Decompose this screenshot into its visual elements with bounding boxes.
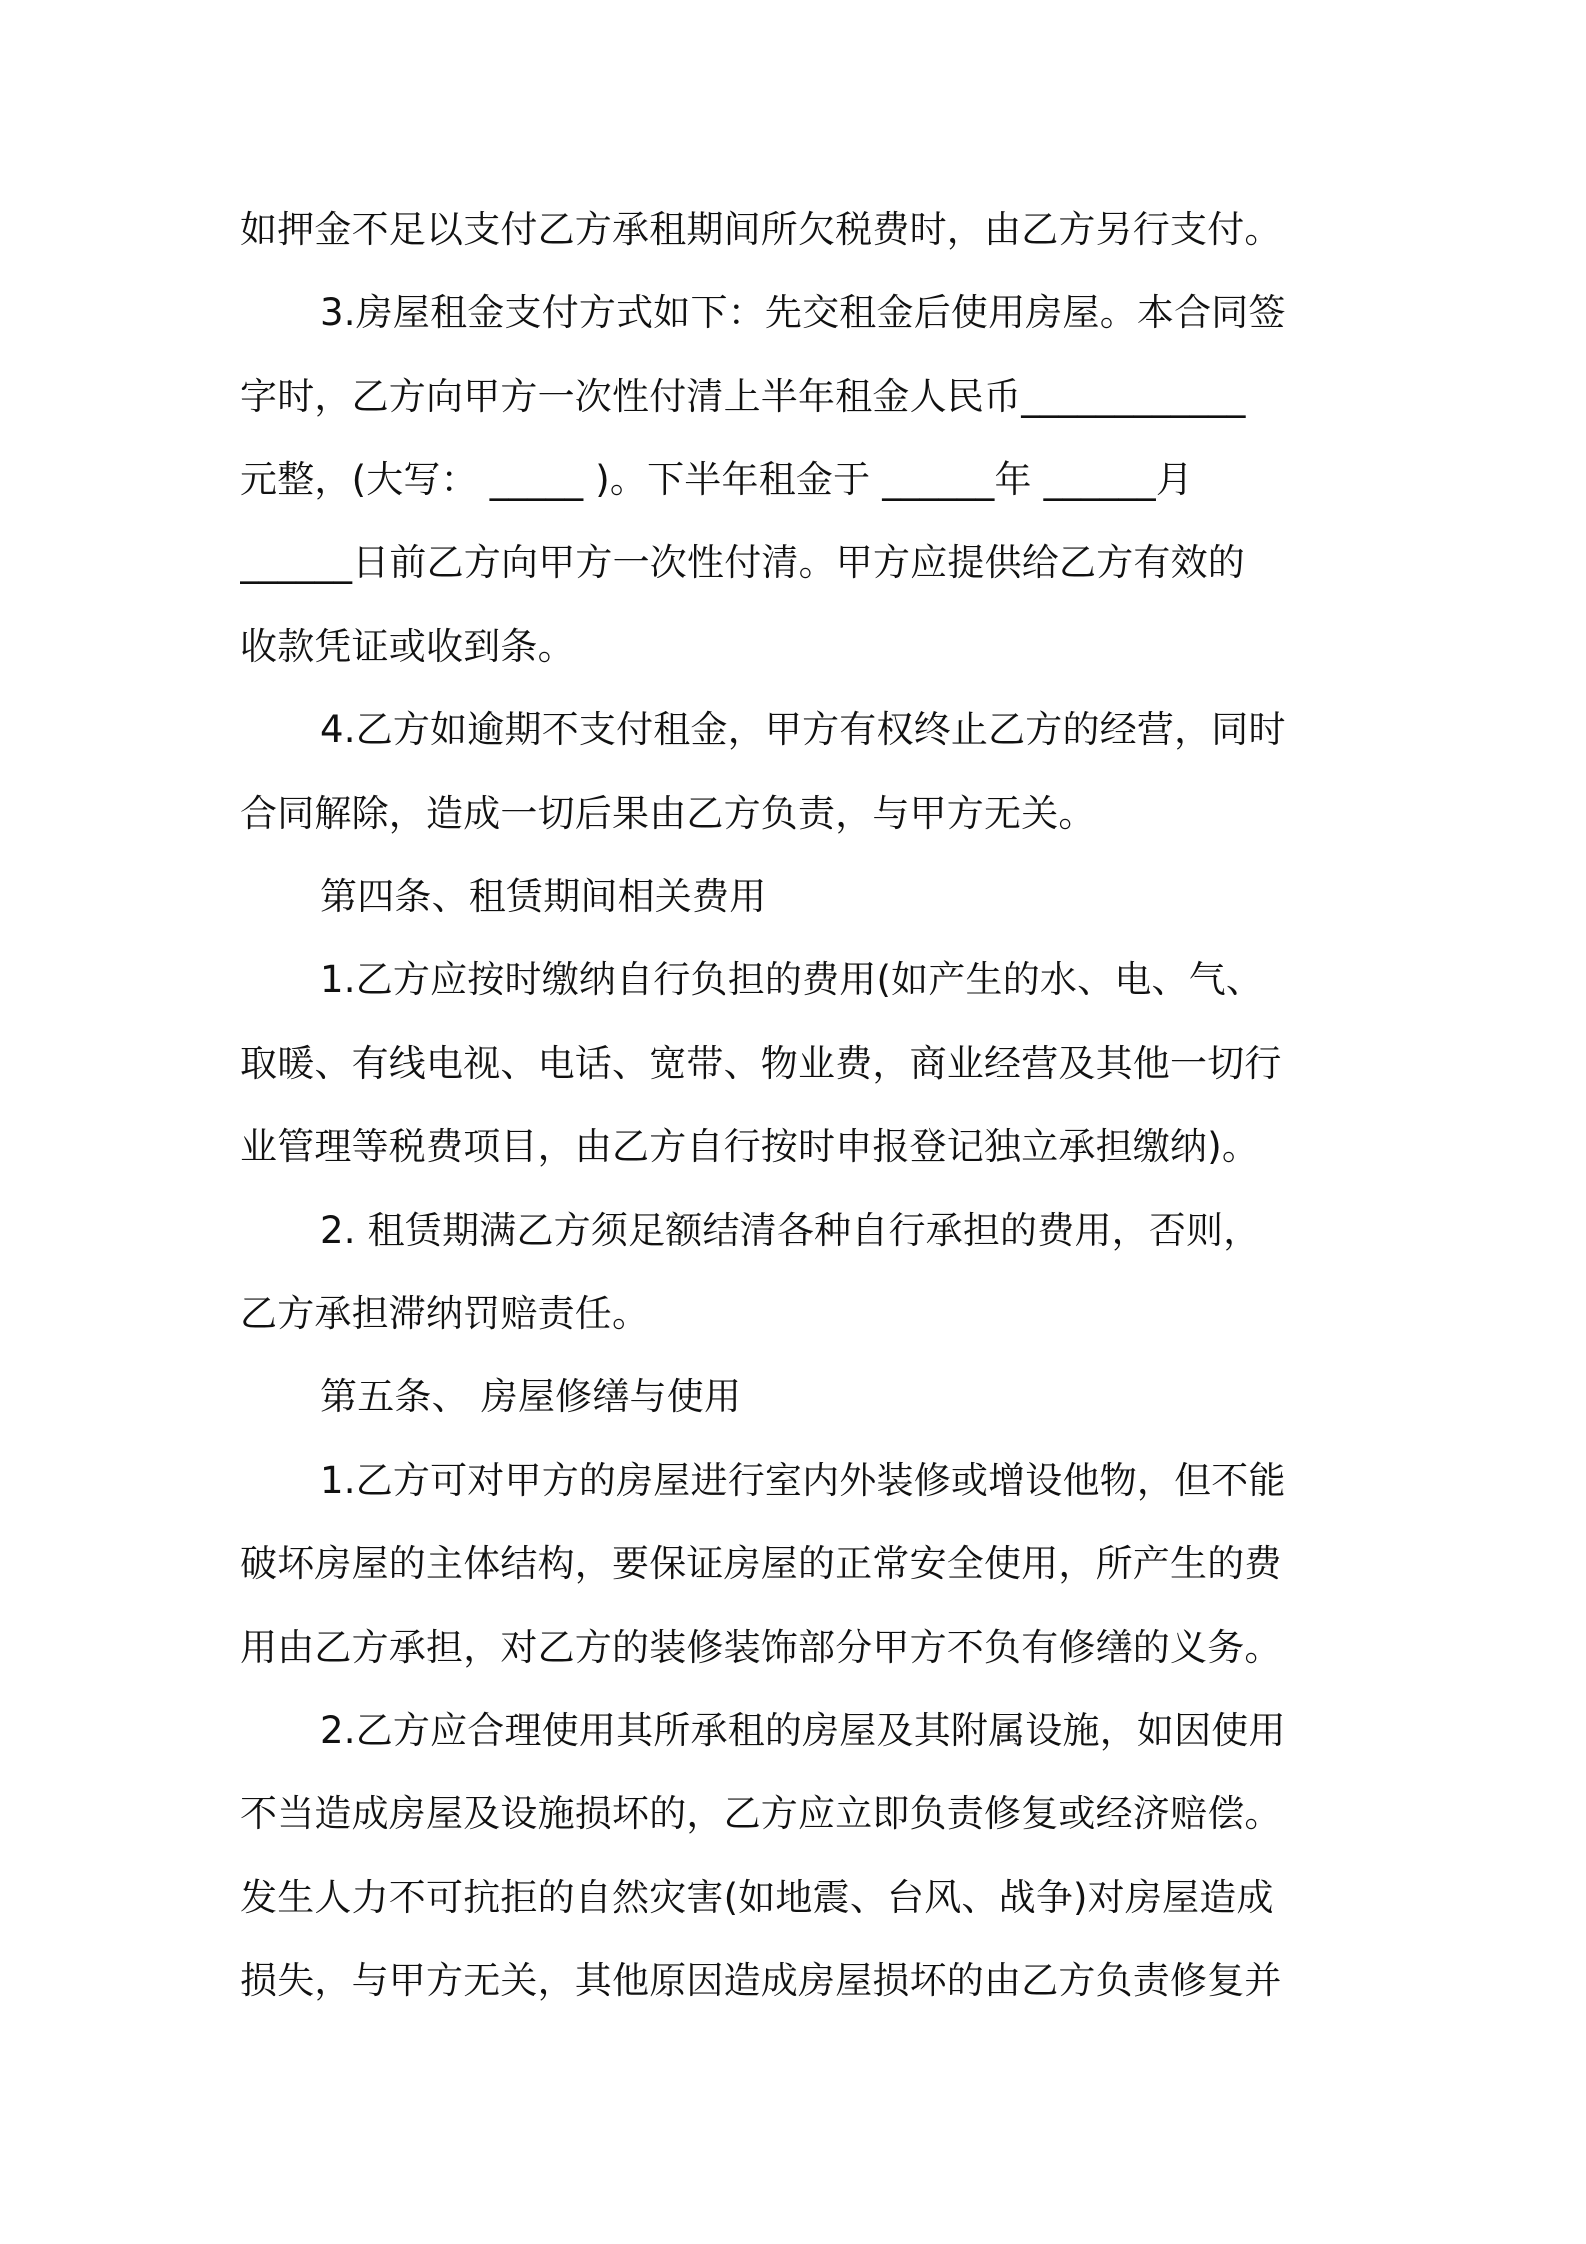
text-line-22: 损失，与甲方无关，其他原因造成房屋损坏的由乙方负责修复并 [240, 1959, 1282, 2002]
text-line-12: 业管理等税费项目，由乙方自行按时申报登记独立承担缴纳)。 [240, 1125, 1260, 1168]
text-line-11: 取暖、有线电视、电话、宽带、物业费，商业经营及其他一切行 [240, 1042, 1282, 1085]
text-line-19: 2.乙方应合理使用其所承租的房屋及其附属设施，如因使用 [320, 1709, 1286, 1752]
text-line-8: 合同解除，造成一切后果由乙方负责，与甲方无关。 [240, 792, 1096, 835]
text-line-17: 破坏房屋的主体结构，要保证房屋的正常安全使用，所产生的费 [240, 1542, 1282, 1585]
text-line-18: 用由乙方承担，对乙方的装修装饰部分甲方不负有修缮的义务。 [240, 1626, 1282, 1669]
text-line-10: 1.乙方应按时缴纳自行负担的费用(如产生的水、电、气、 [320, 958, 1264, 1001]
text-line-5: ______日前乙方向甲方一次性付清。甲方应提供给乙方有效的 [240, 541, 1245, 584]
text-line-13: 2. 租赁期满乙方须足额结清各种自行承担的费用，否则， [320, 1209, 1261, 1252]
text-line-21: 发生人力不可抗拒的自然灾害(如地震、台风、战争)对房屋造成 [240, 1876, 1274, 1919]
text-line-4: 元整，(大写： _____ )。下半年租金于 ______年 ______月 [240, 458, 1194, 501]
text-line-3: 字时，乙方向甲方一次性付清上半年租金人民币____________ [240, 375, 1246, 418]
section-heading-4: 第四条、租赁期间相关费用 [320, 875, 767, 918]
text-line-7: 4.乙方如逾期不支付租金，甲方有权终止乙方的经营，同时 [320, 708, 1286, 751]
text-line-6: 收款凭证或收到条。 [240, 625, 575, 668]
text-line-16: 1.乙方可对甲方的房屋进行室内外装修或增设他物，但不能 [320, 1459, 1286, 1502]
text-line-14: 乙方承担滞纳罚赔责任。 [240, 1292, 650, 1335]
text-line-1: 如押金不足以支付乙方承租期间所欠税费时，由乙方另行支付。 [240, 208, 1282, 251]
section-heading-5: 第五条、 房屋修缮与使用 [320, 1375, 742, 1418]
text-line-2: 3.房屋租金支付方式如下：先交租金后使用房屋。本合同签 [320, 291, 1286, 334]
text-line-20: 不当造成房屋及设施损坏的，乙方应立即负责修复或经济赔偿。 [240, 1792, 1282, 1835]
